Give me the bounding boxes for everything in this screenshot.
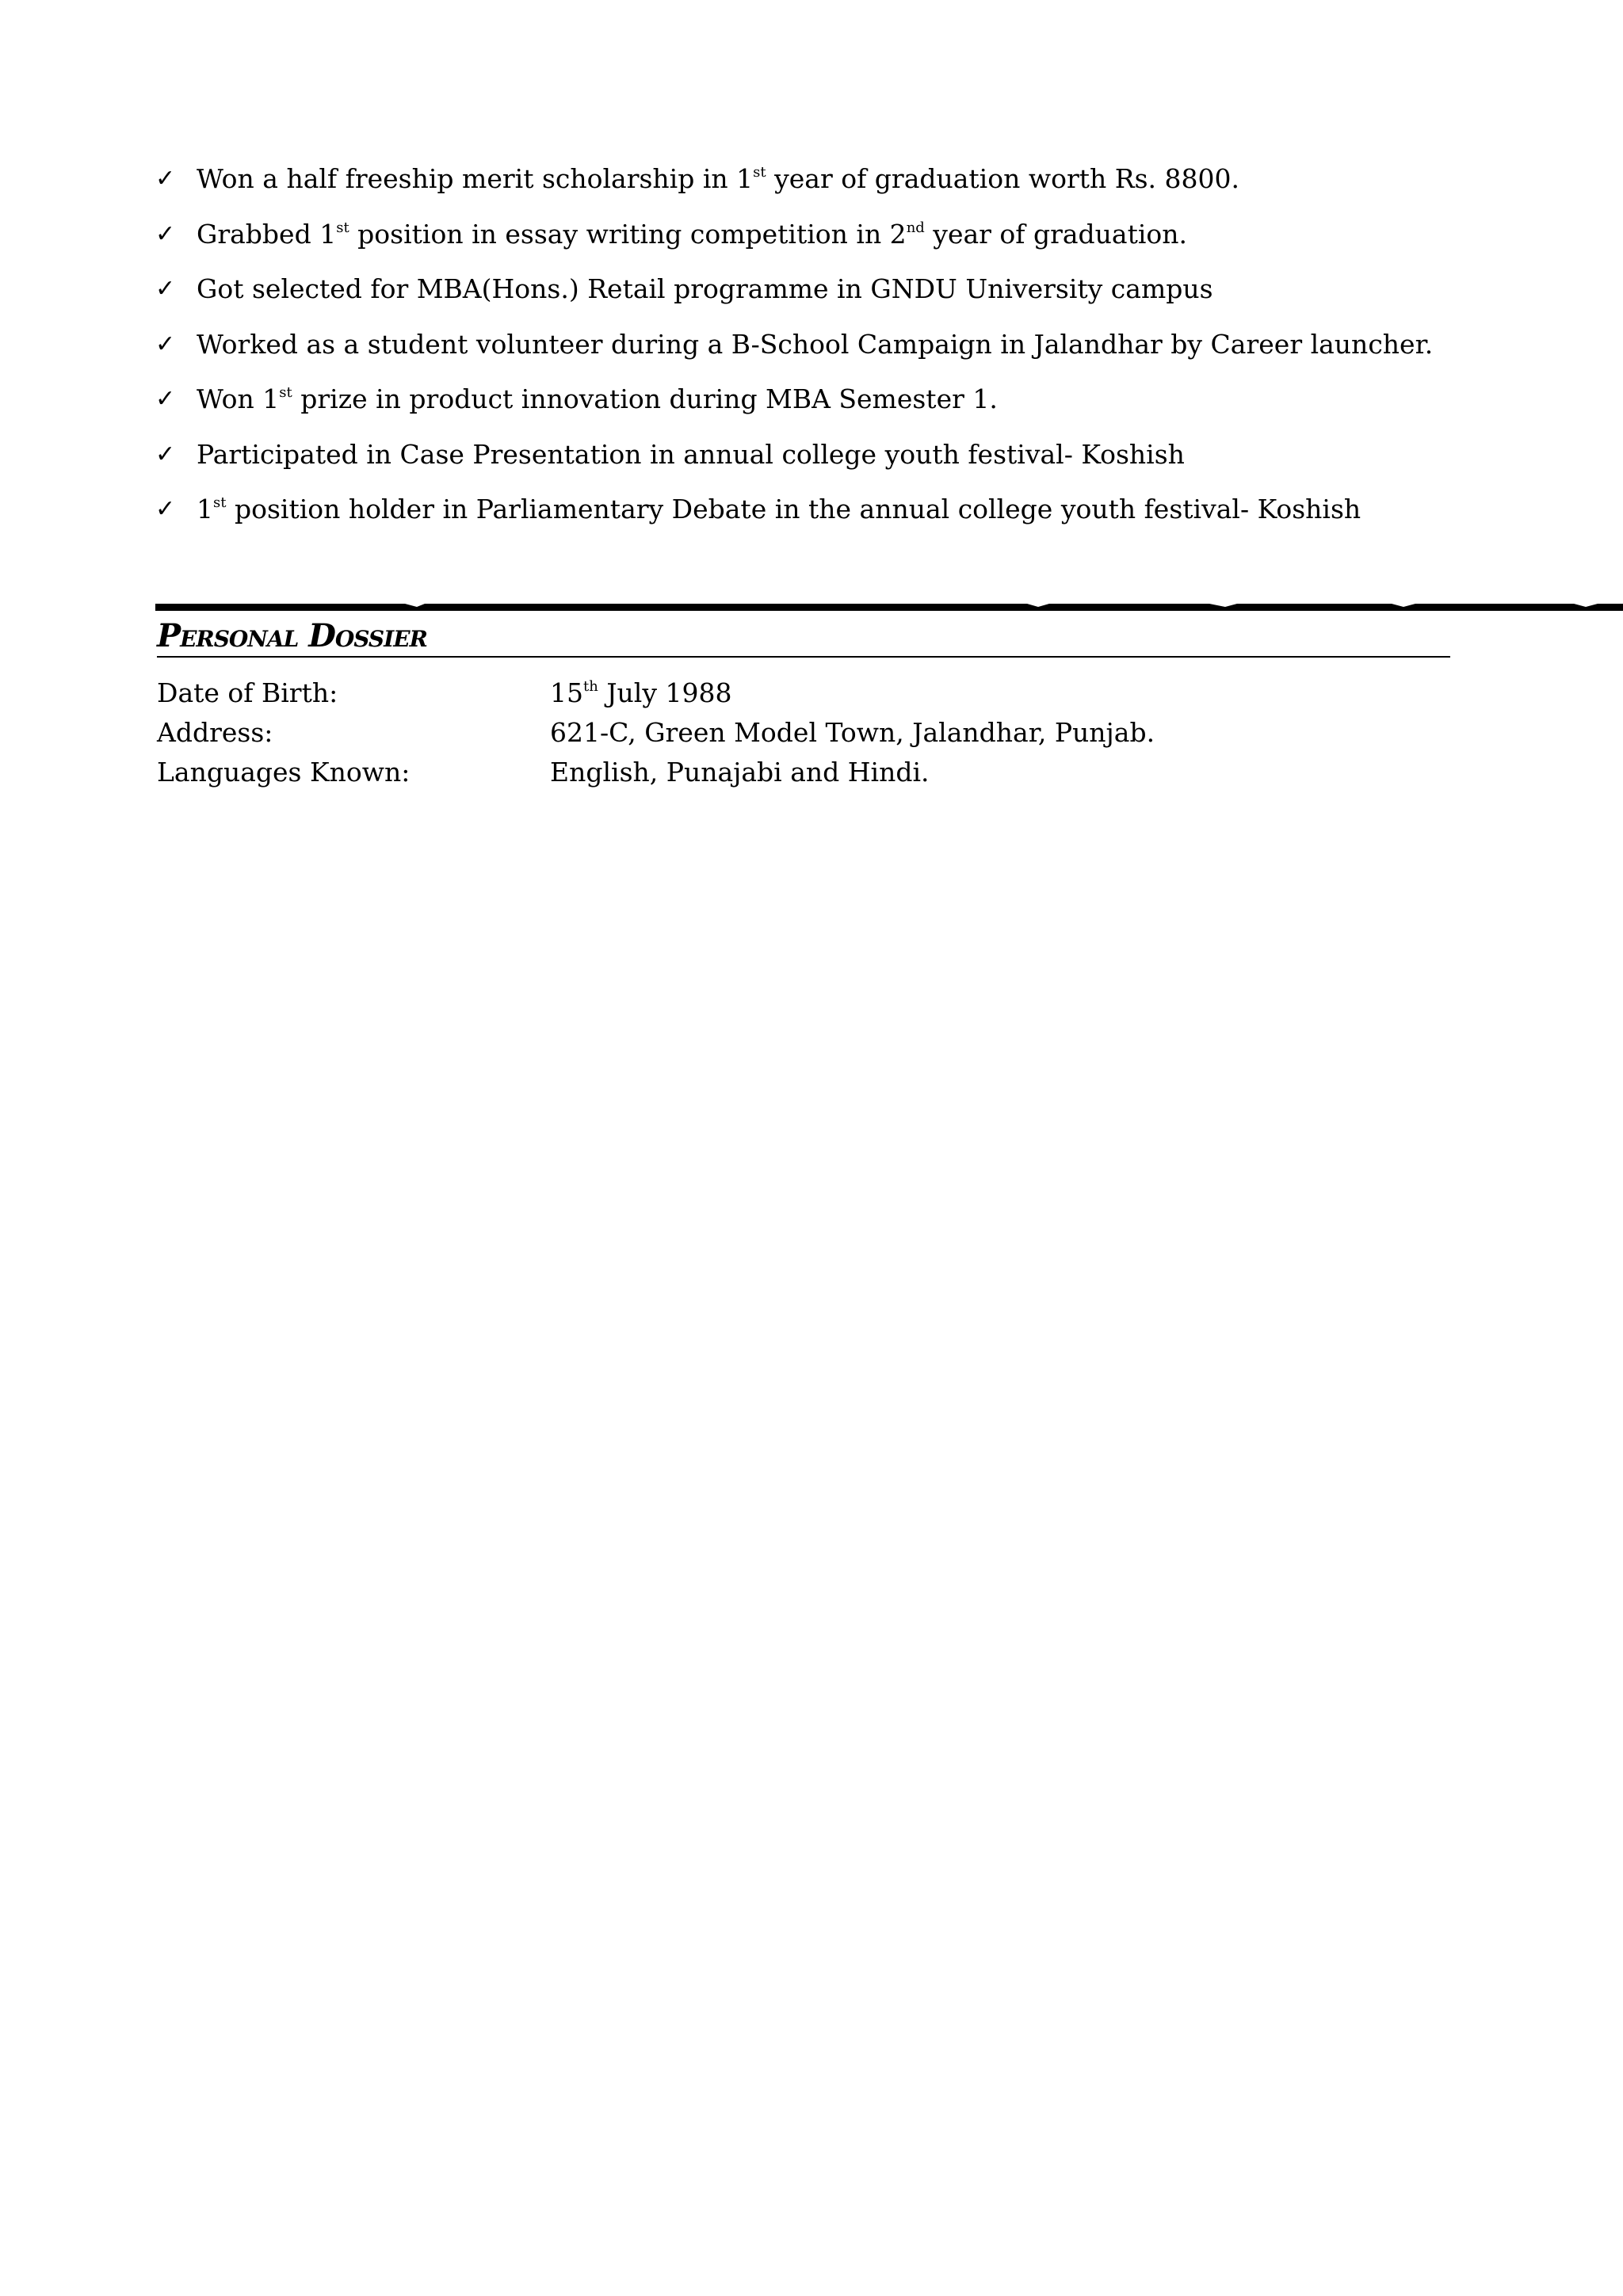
dossier-value: 15th July 1988: [550, 677, 732, 708]
achievement-text: Worked as a student volunteer during a B-School Campaign in Jalandhar by Career launcher.: [197, 328, 1434, 360]
achievement-text: Won a half freeship merit scholarship in 1st year of graduation worth Rs. 8800.: [197, 163, 1239, 194]
achievements-list: [155, 155, 1503, 541]
section-heading-personal-dossier: Personal Dossier: [157, 616, 1450, 658]
check-mark-icon: ✓: [155, 440, 176, 468]
list-item: [155, 376, 1503, 431]
list-item: [155, 211, 1503, 266]
check-mark-icon: ✓: [155, 385, 176, 413]
achievement-text: Got selected for MBA(Hons.) Retail programme in GNDU University campus: [197, 273, 1213, 304]
achievement-text: 1st position holder in Parliamentary Debate in the annual college youth festival- Koshish: [197, 494, 1361, 524]
section-divider: [155, 602, 1623, 615]
dossier-row-address: [157, 715, 1425, 754]
dossier-value: 621-C, Green Model Town, Jalandhar, Punjab.: [550, 717, 1155, 748]
check-mark-icon: ✓: [155, 219, 176, 248]
dossier-value: English, Punajabi and Hindi.: [550, 757, 930, 788]
dossier-row-languages-known: [157, 754, 1425, 794]
dossier-label: Languages Known:: [157, 757, 411, 788]
list-item: [155, 486, 1503, 541]
achievement-text: Grabbed 1st position in essay writing competition in 2nd year of graduation.: [197, 218, 1188, 250]
dossier-row-date-of-birth: [157, 675, 1425, 715]
list-item: [155, 265, 1503, 321]
check-mark-icon: ✓: [155, 330, 176, 358]
personal-dossier-table: [157, 675, 1425, 794]
check-mark-icon: ✓: [155, 275, 176, 303]
check-mark-icon: ✓: [155, 495, 176, 523]
achievement-text: Participated in Case Presentation in annual college youth festival- Koshish: [197, 438, 1185, 470]
dossier-label: Address:: [157, 717, 273, 748]
list-item: [155, 155, 1503, 211]
dossier-label: Date of Birth:: [157, 677, 338, 708]
list-item: [155, 321, 1503, 376]
check-mark-icon: ✓: [155, 165, 176, 193]
achievement-text: Won 1st prize in product innovation during MBA Semester 1.: [197, 383, 998, 414]
list-item: [155, 431, 1503, 486]
